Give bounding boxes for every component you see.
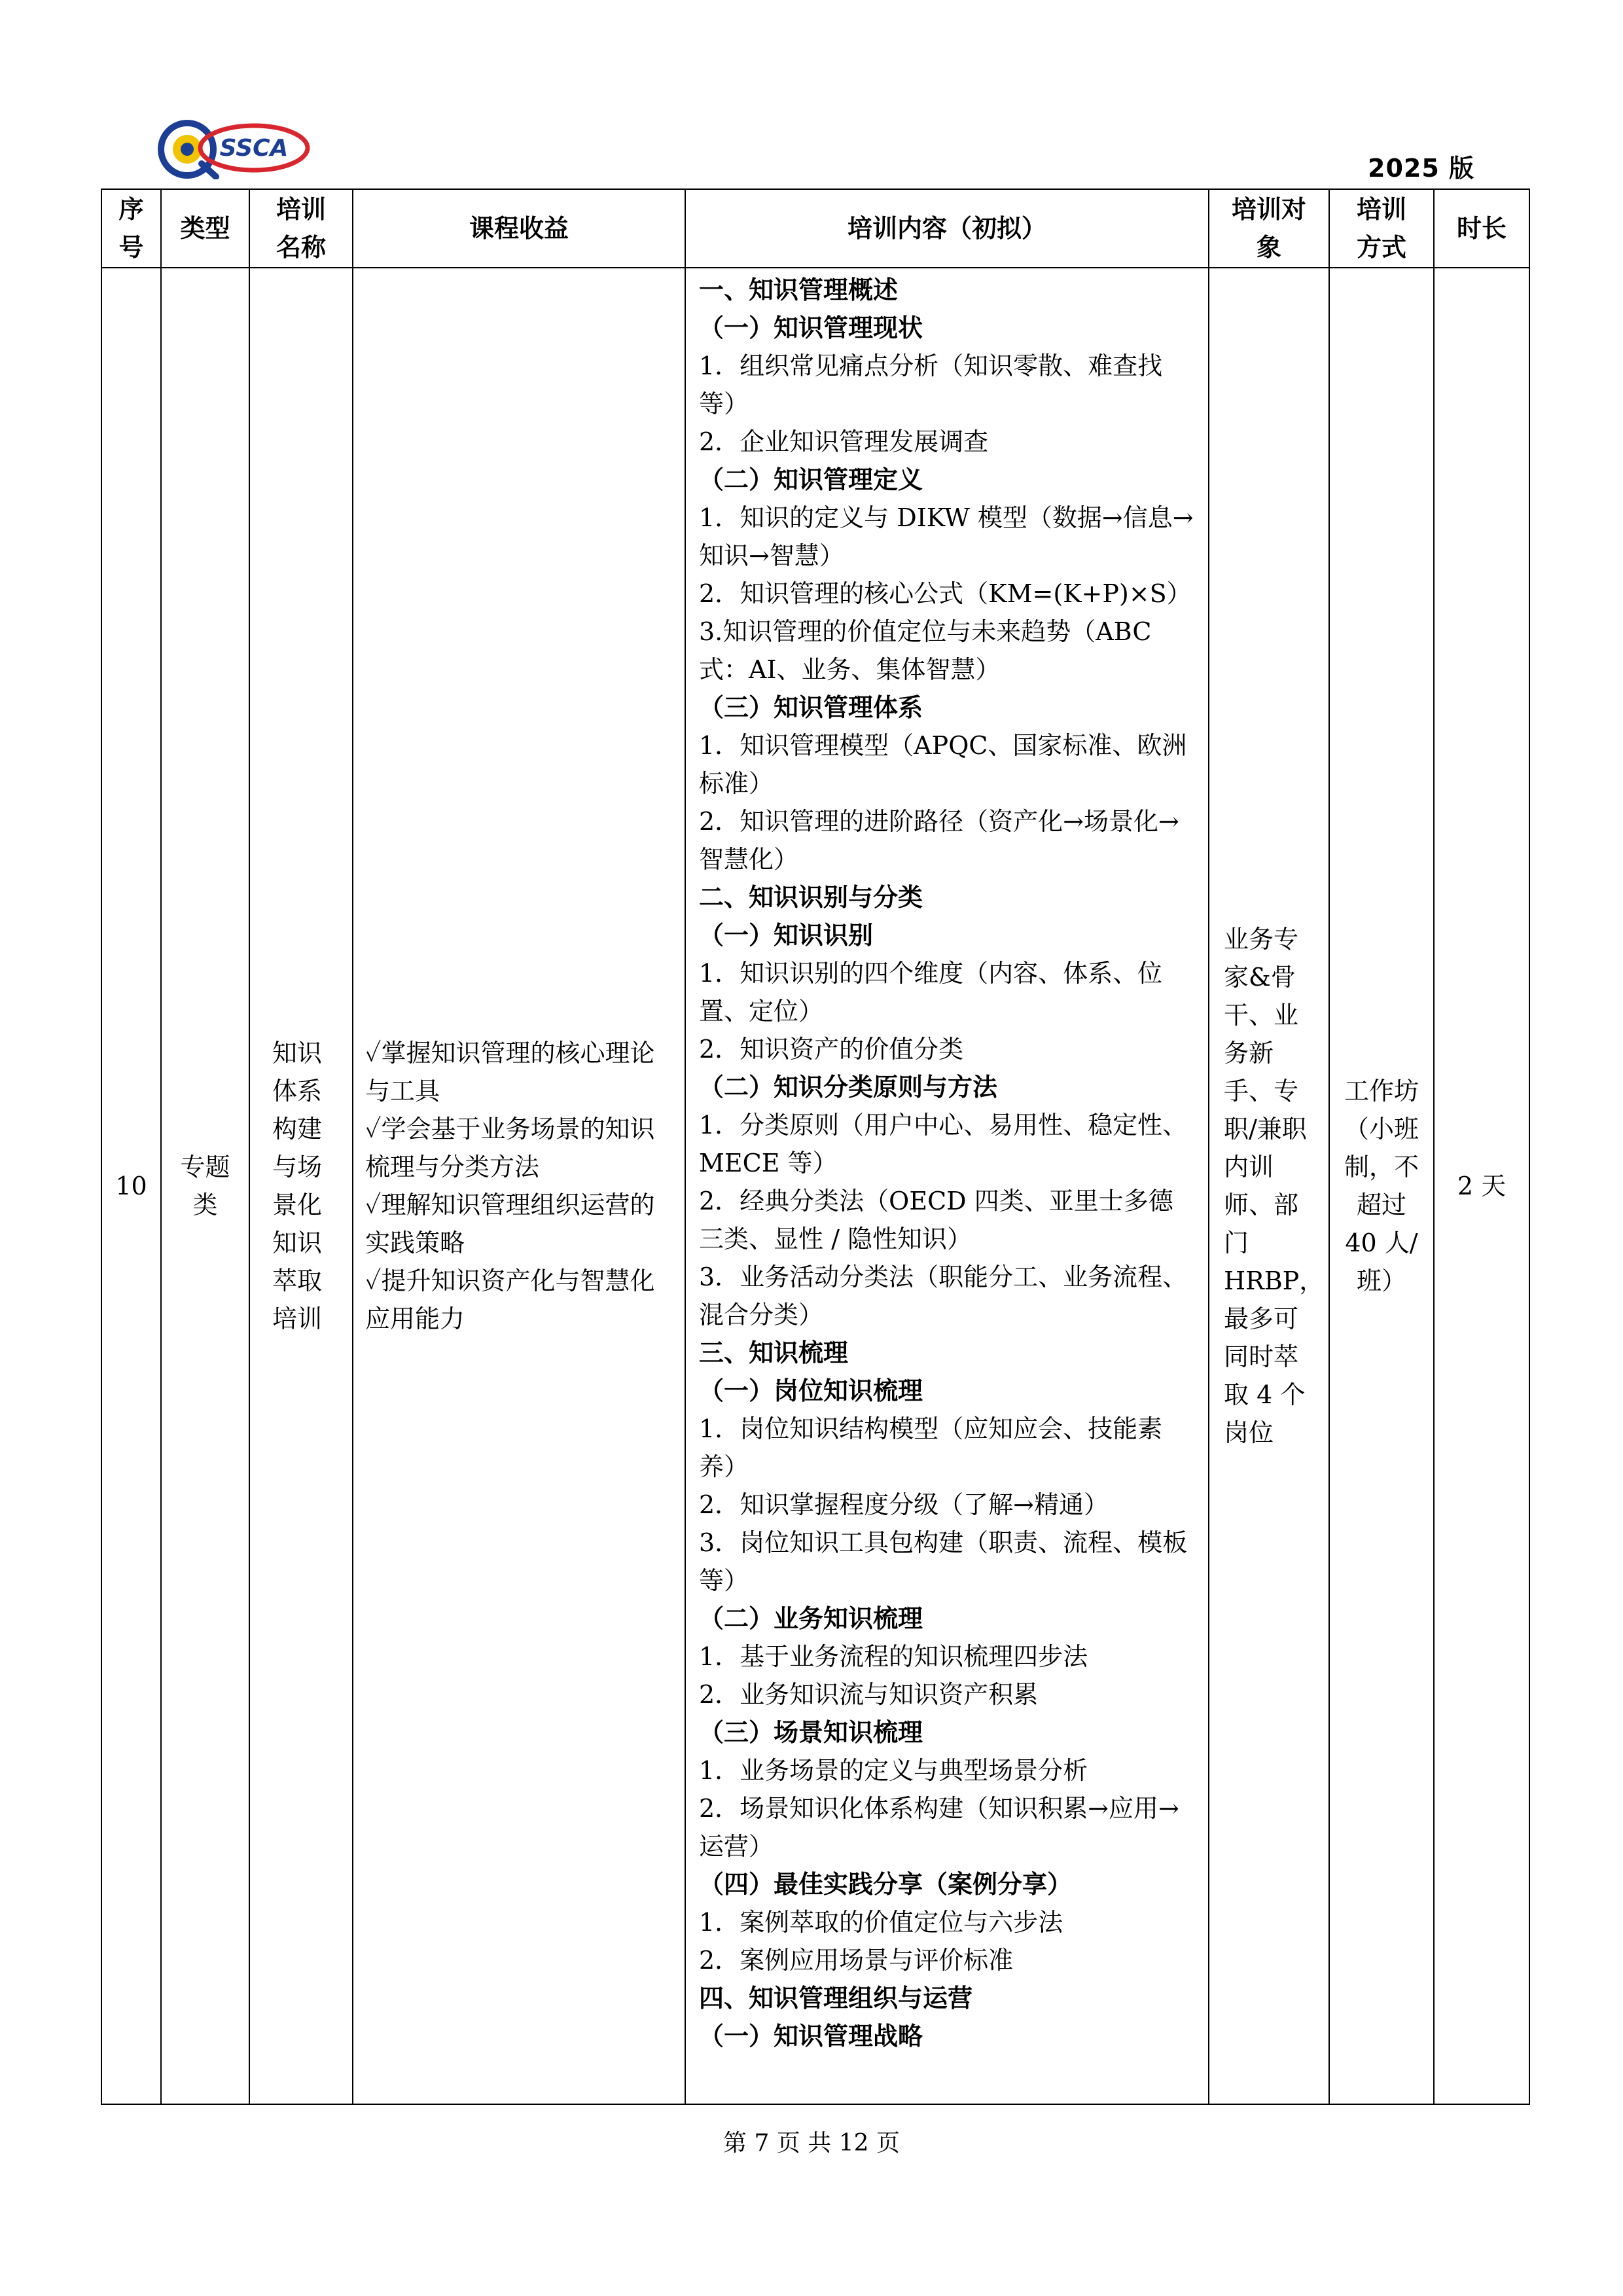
outline-item: 1．案例萃取的价值定位与六步法 [699,1908,1063,1937]
outline-item: 2．经典分类法（OECD 四类、亚里士多德三类、显性 / 隐性知识） [699,1187,1173,1253]
benefit-item: ✓学会基于业务场景的知识梳理与分类方法 [365,1115,655,1181]
outline-heading: 一、知识管理概述 [699,276,899,304]
cell-num: 10 [101,268,161,2104]
outline-heading: （一）知识管理战略 [699,2022,923,2051]
outline-heading: （一）知识管理现状 [699,314,923,342]
outline-heading: （三）知识管理体系 [699,693,923,722]
outline-heading: 二、知识识别与分类 [699,883,923,912]
benefit-item: ✓提升知识资产化与智慧化应用能力 [365,1266,655,1333]
cell-content [685,268,1209,2104]
outline-item: 1．业务场景的定义与典型场景分析 [699,1756,1088,1785]
logo-text: SSCA [219,135,289,162]
outline-heading: （一）知识识别 [699,921,874,950]
edition-label: 2025 版 [1368,154,1474,183]
cell-course-name: 知识体系构建与场景化知识萃取培训 [249,268,353,2104]
outline-heading: （一）岗位知识梳理 [699,1376,923,1405]
cell-duration: 2 天 [1434,268,1529,2104]
outline-heading: （二）业务知识梳理 [699,1604,923,1633]
cell-type: 专题类 [161,268,249,2104]
outline-item: 2．企业知识管理发展调查 [699,427,989,456]
outline-item: 1．知识的定义与 DIKW 模型（数据→信息→知识→智慧） [699,503,1194,570]
col-header-duration: 时长 [1434,189,1529,268]
outline-item: 2．知识管理的进阶路径（资产化→场景化→智慧化） [699,807,1179,874]
outline-item: 1．知识识别的四个维度（内容、体系、位置、定位） [699,959,1163,1026]
table-header-row [101,189,1529,268]
outline-item: 2．知识掌握程度分级（了解→精通） [699,1490,1109,1519]
outline-item: 2．知识资产的价值分类 [699,1035,964,1064]
outline-item: 3．岗位知识工具包构建（职责、流程、模板等） [699,1528,1188,1595]
course-table [101,188,1530,2105]
cell-benefits [353,268,685,2104]
outline-item: 3．业务活动分类法（职能分工、业务流程、混合分类） [699,1263,1188,1329]
table-row [101,268,1529,2104]
col-header-type: 类型 [161,189,249,268]
ssca-logo [156,117,313,179]
col-header-content: 培训内容（初拟） [685,189,1209,268]
outline-heading: （二）知识分类原则与方法 [699,1073,998,1102]
col-header-benefit: 课程收益 [353,189,685,268]
outline-heading: （三）场景知识梳理 [699,1718,923,1747]
outline-item: 2．案例应用场景与评价标准 [699,1946,1014,1975]
outline-item: 1．基于业务流程的知识梳理四步法 [699,1642,1088,1671]
outline-heading: （二）知识管理定义 [699,465,923,494]
outline-item: 2．业务知识流与知识资产积累 [699,1680,1039,1709]
benefit-item: ✓掌握知识管理的核心理论与工具 [365,1039,655,1105]
outline-item: 1．分类原则（用户中心、易用性、稳定性、MECE 等） [699,1111,1188,1177]
outline-heading: （四）最佳实践分享（案例分享） [699,1870,1073,1899]
outline-item: 2．知识管理的核心公式（KM=(K+P)×S） [699,579,1192,608]
cell-audience: 业务专家&骨干、业务新手、专职/兼职内训师、部门HRBP，最多可同时萃取 4 个岗位 [1209,268,1329,2104]
page-number: 第 7 页 共 12 页 [723,2130,900,2157]
outline-heading: 三、知识梳理 [699,1338,849,1367]
outline-item: 1．岗位知识结构模型（应知应会、技能素养） [699,1414,1163,1481]
benefit-item: ✓理解知识管理组织运营的实践策略 [365,1191,655,1257]
outline-heading: 四、知识管理组织与运营 [699,1984,973,2013]
col-header-audience: 培训对象 [1209,189,1329,268]
content-outline [699,271,1195,2055]
outline-item: 3.知识管理的价值定位与未来趋势（ABC式：AI、业务、集体智慧） [699,617,1152,684]
outline-item: 1．知识管理模型（APQC、国家标准、欧洲标准） [699,731,1187,798]
cell-method: 工作坊（小班制，不超过 40 人/班） [1329,268,1434,2104]
ssca-logo-graphic [156,117,313,179]
col-header-num: 序号 [101,189,161,268]
col-header-method: 培训方式 [1329,189,1434,268]
outline-item: 1．组织常见痛点分析（知识零散、难查找等） [699,351,1163,418]
col-header-name: 培训名称 [249,189,353,268]
outline-item: 2．场景知识化体系构建（知识积累→应用→运营） [699,1794,1179,1861]
